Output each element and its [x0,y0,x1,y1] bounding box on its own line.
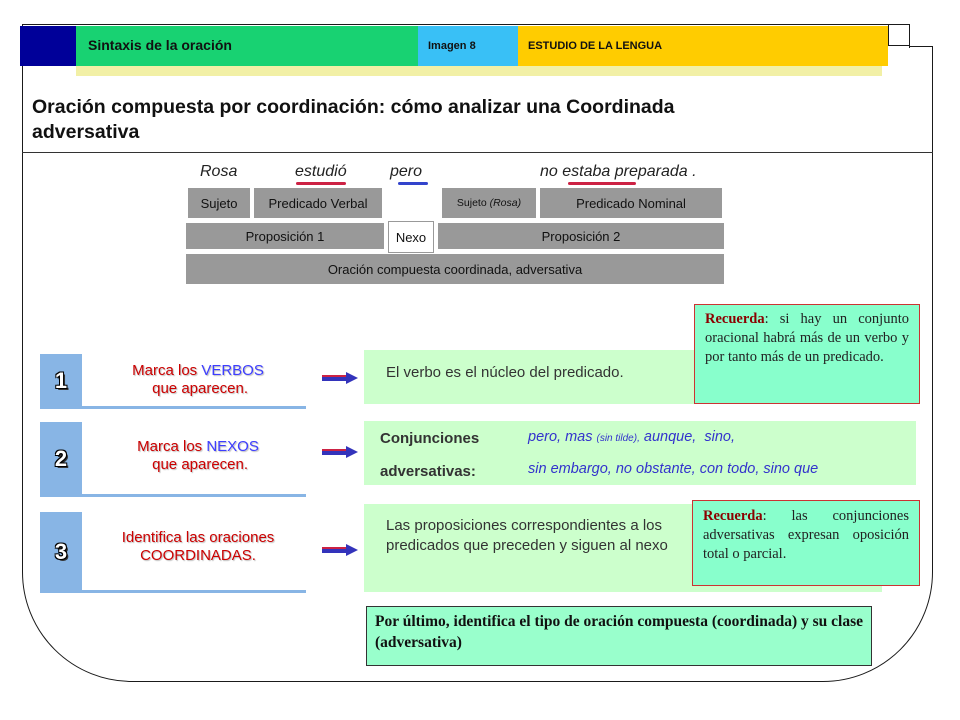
arrow-right-icon [322,544,358,556]
step-2-underline [40,494,306,497]
step-1-number: 1 [40,354,82,408]
analysis-nexo: Nexo [388,221,434,253]
slide-frame-notch [888,24,910,46]
answer-conj-line-2: sin embargo, no obstante, con todo, sino que [528,461,819,477]
header-image-tag-label: Imagen 8 [428,40,476,52]
note-1-text: : si hay un conjunto oracional habrá más de un verbo y por tanto más de un predicado. [705,311,909,365]
note-1-label: Recuerda [705,311,765,327]
sentence-word-pero: pero [390,163,423,180]
analysis-sujeto-rosa-name: (Rosa) [489,197,522,209]
answer-proposiciones-text: Las proposiciones correspondientes a los predicados que preceden y siguen al nexo [386,517,668,554]
step-3-underline [40,590,306,593]
header-subject [518,26,888,66]
page-title: Oración compuesta por coordinación: cómo analizar una Coordinada adversativa [32,96,675,143]
step-3-number: 3 [40,512,82,592]
step-3-text: Identifica las oraciones COORDINADAS. [121,529,275,564]
answer-verbos-box [364,350,694,404]
note-recuerda-verbos [694,304,920,404]
analysis-sujeto: Sujeto [188,188,250,218]
verb-underline-estaba [568,182,636,185]
header-section [76,26,418,66]
step-2-text-after: que aparecen. [147,456,249,473]
answer-conjunciones-box [364,421,916,485]
step-1-highlight: VERBOS [201,362,264,379]
step-1-underline [40,406,306,409]
answer-conj-label-2: adversativas: [380,463,476,480]
header-section-label: Sintaxis de la oración [88,37,232,53]
nexus-underline-pero [398,182,428,185]
final-instruction: Por último, identifica el tipo de oración compuesta (coordinada) y su clase (adversativa) [366,606,872,666]
note-2-label: Recuerda [703,508,763,524]
answer-verbos-text: El verbo es el núcleo del predicado. [386,364,624,381]
answer-conj-label-1: Conjunciones [380,430,480,447]
verb-underline-estudio [296,182,346,185]
arrow-right-icon [322,372,358,384]
analysis-proposicion-1: Proposición 1 [186,223,384,249]
answer-conj-line-1-b: aunque, sino, [639,429,735,445]
step-2-highlight: NEXOS [206,438,259,455]
step-1-text [90,362,306,398]
step-2-number: 2 [40,422,82,496]
title-divider [22,152,933,153]
analysis-oracion: Oración compuesta coordinada, adversativa [186,254,724,284]
analysis-sujeto-rosa [442,188,536,218]
answer-conj-line-1-note: (sin tilde), [596,433,640,444]
step-2-text [90,438,306,474]
analysis-proposicion-2: Proposición 2 [438,223,724,249]
sentence-word-predicado: no estaba preparada . [540,163,697,180]
note-recuerda-conjunciones [692,500,920,586]
analysis-predicado-verbal: Predicado Verbal [254,188,382,218]
note-2-text: : las conjunciones adversativas expresan oposición total o parcial. [703,508,909,562]
sentence-word-estudio: estudió [295,163,347,180]
step-2-text-before: Marca los [137,438,207,455]
analysis-sujeto-rosa-label: Sujeto [456,197,490,209]
header-shadow [76,66,882,76]
step-1-text-after: que aparecen. [147,380,249,397]
sentence-word-rosa: Rosa [200,163,238,180]
header-image-tag [418,26,518,66]
header-subject-label: ESTUDIO DE LA LENGUA [528,40,663,52]
answer-conj-line-1 [528,429,735,445]
answer-conj-line-1-a: pero, mas [528,429,597,445]
header-blue-block [20,26,76,66]
arrow-right-icon [322,446,358,458]
analysis-predicado-nominal: Predicado Nominal [540,188,722,218]
step-1-text-before: Marca los [132,362,202,379]
